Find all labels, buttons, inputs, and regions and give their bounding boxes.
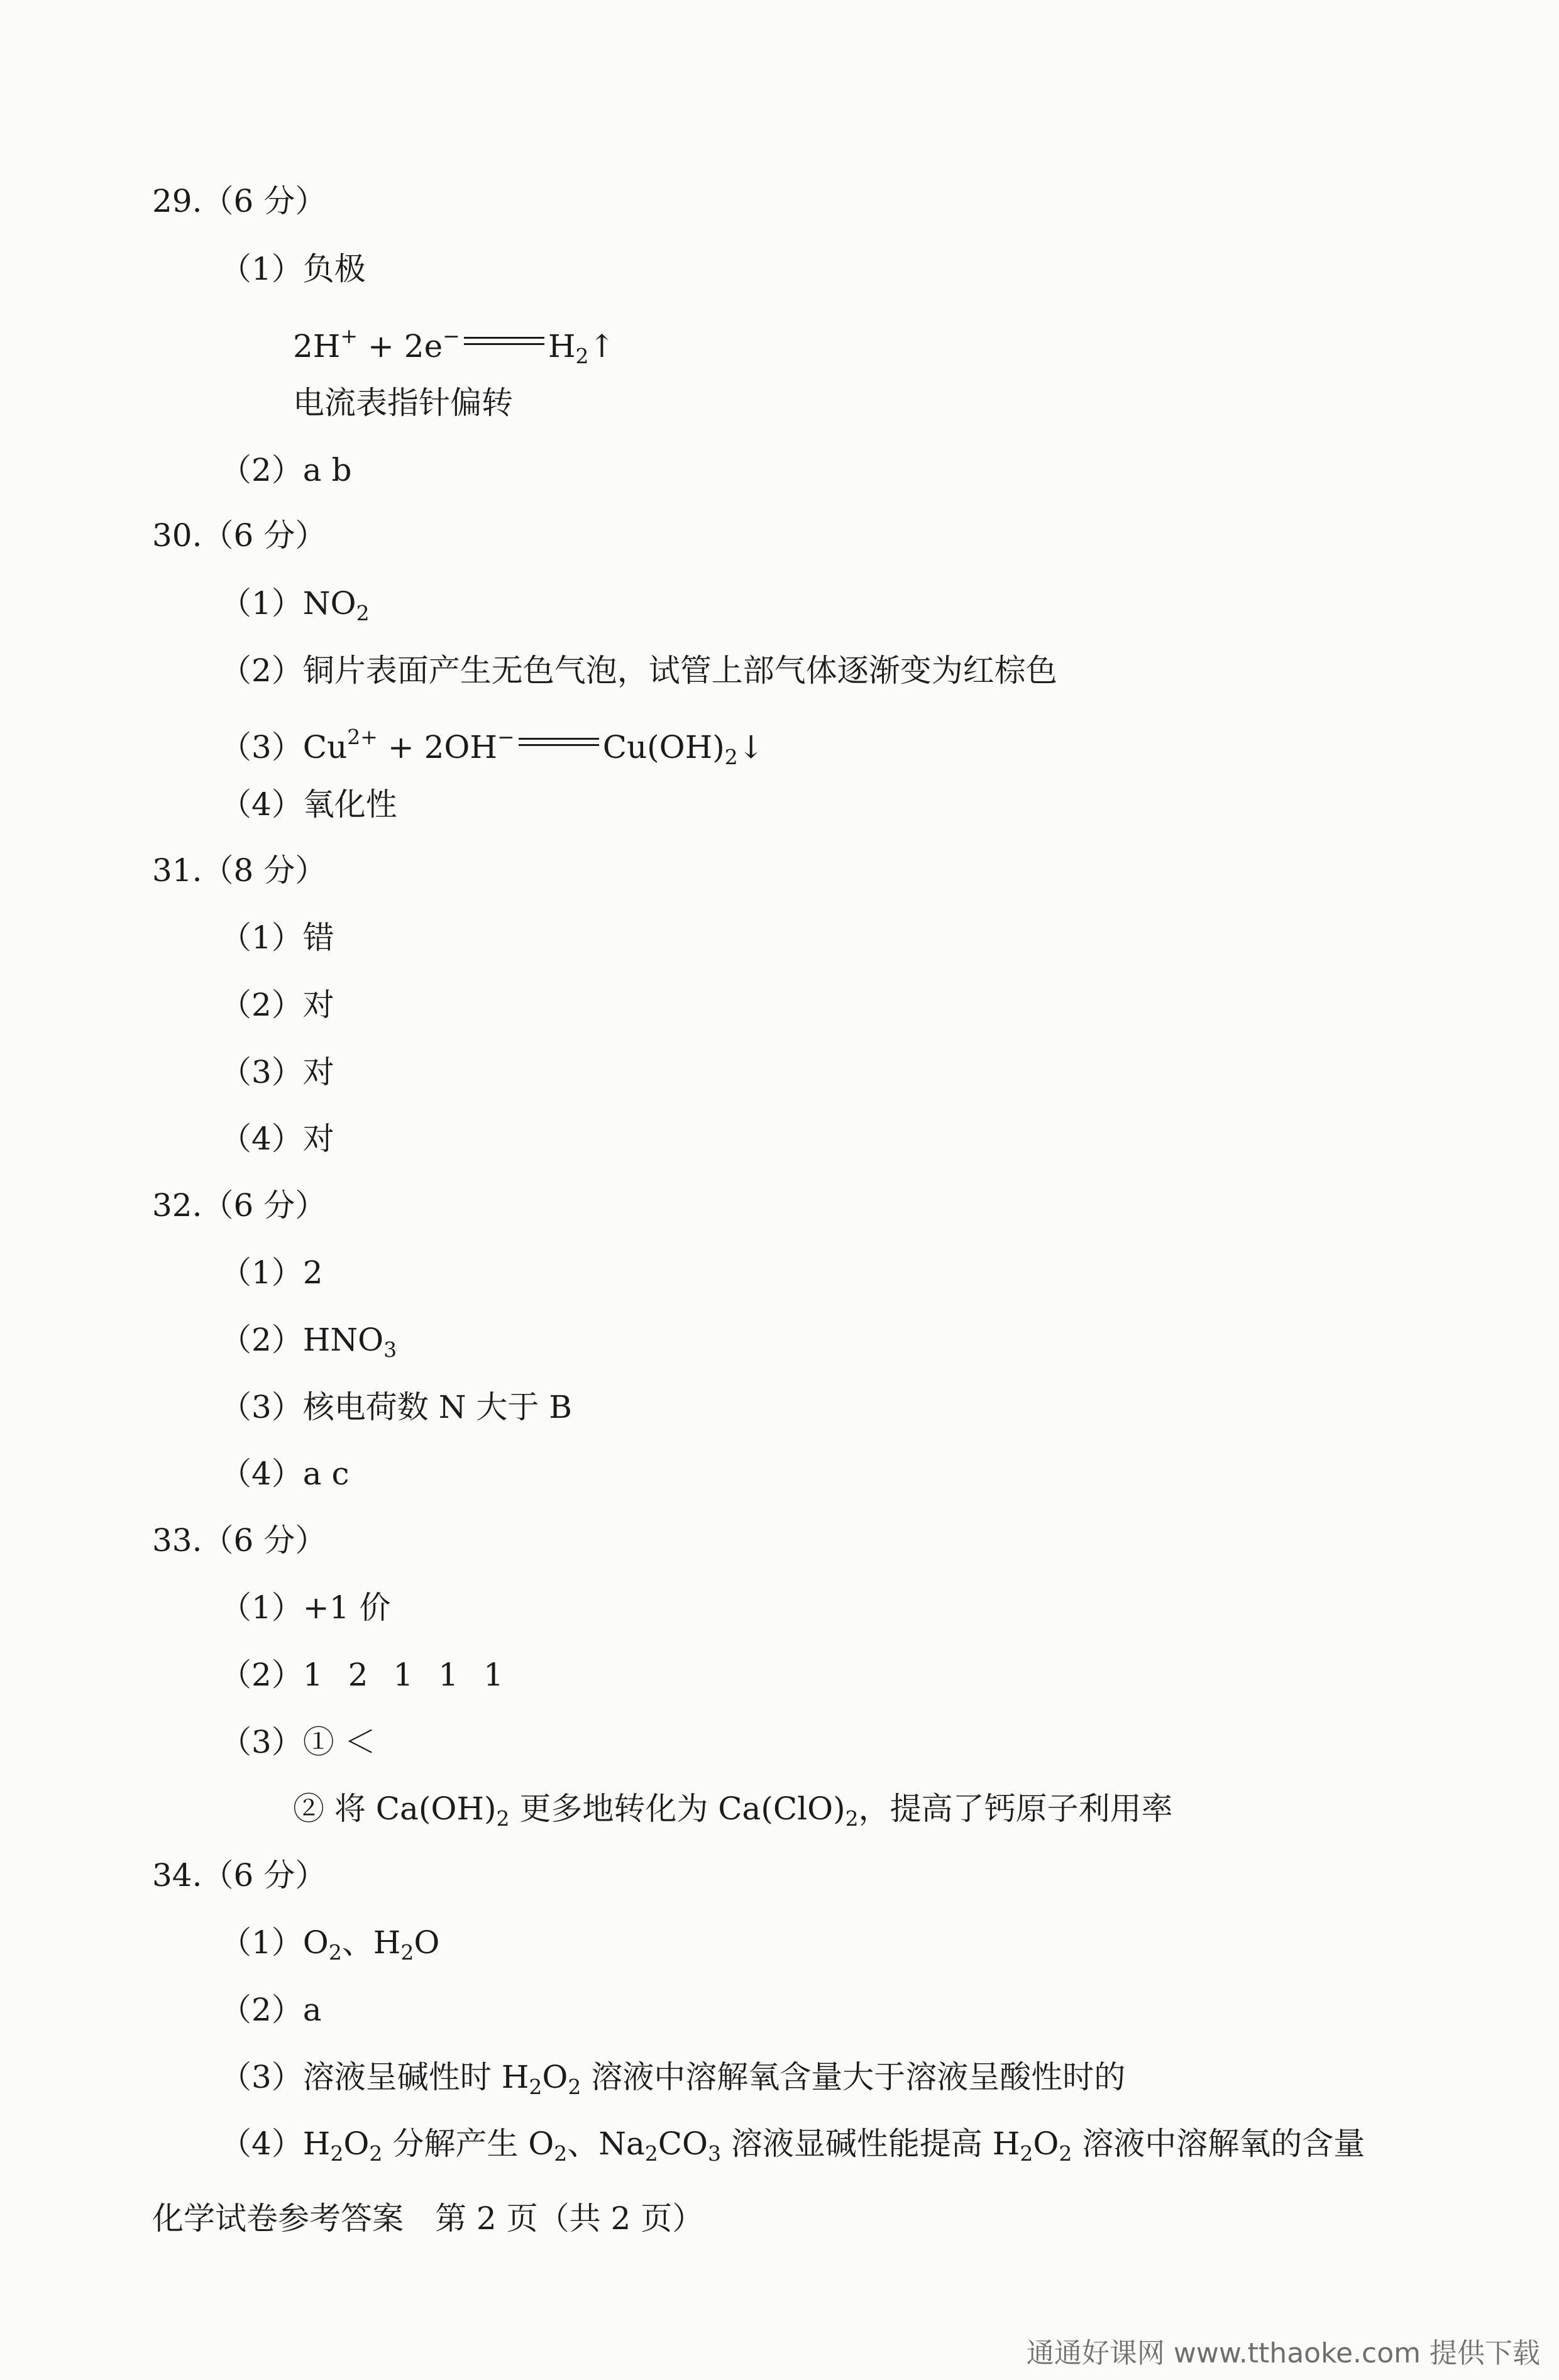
equals-sign-icon	[464, 332, 544, 351]
q33-part2: （2）1 2 1 1 1	[220, 1657, 504, 1693]
q30-part2: （2）铜片表面产生无色气泡，试管上部气体逐渐变为红棕色	[220, 652, 1057, 689]
q31-part3: （3）对	[220, 1054, 334, 1090]
q33-heading: 33.（6 分）	[152, 1522, 327, 1559]
q33-part1: （1）+1 价	[220, 1589, 391, 1626]
q34-part2: （2）a	[220, 1992, 322, 2028]
arrow-down-icon: ↓	[737, 729, 764, 765]
q33-part3-sub2: ② 将 $Ca(OH)_2$ 更多地转化为 $Ca(ClO)_2$，提高了钙原子利用率	[293, 1790, 1173, 1831]
q34-heading: 34.（6 分）	[152, 1857, 327, 1894]
page-footer: 化学试卷参考答案 第 2 页（共 2 页）	[152, 2200, 704, 2237]
q32-part3: （3）核电荷数 N 大于 B	[220, 1389, 572, 1425]
equals-sign-icon	[519, 733, 599, 752]
q29-heading: 29.（6 分）	[152, 183, 327, 219]
q32-heading: 32.（6 分）	[152, 1187, 327, 1224]
q31-heading: 31.（8 分）	[152, 852, 327, 889]
q34-part1: $(1)O_2$、$H_2O$	[220, 1924, 440, 1965]
q32-part4: （4）a c	[220, 1456, 350, 1492]
q30-heading: 30.（6 分）	[152, 517, 327, 554]
q34-part4: $(4)H_2O_2$ 分解产生 $O_2$、$Na_2CO_3$ 溶液显碱性能提高 $H_2O_2$ 溶液中溶解氧的含量	[220, 2125, 1365, 2166]
q30-part1: $(1)NO_2$	[220, 585, 370, 625]
q29-part2: （2）a b	[220, 452, 352, 488]
q34-part3: （3）溶液呈碱性时 $H_2O_2$ 溶液中溶解氧含量大于溶液呈酸性时的	[220, 2059, 1126, 2099]
q29-part1: （1）负极	[220, 251, 366, 287]
q30-part3: $(3)Cu^{2+} + 2OH^-$ $Cu(OH)_2↓$	[220, 725, 764, 769]
q29-equation: 2H+ + 2e− $H_2↑$	[293, 324, 615, 368]
q29-part1-conclusion: 电流表指针偏转	[293, 385, 513, 421]
q32-part2: $(2)HNO_3$	[220, 1322, 397, 1362]
q33-part3: （3）① ＜	[220, 1724, 376, 1760]
arrow-up-icon: ↑	[588, 328, 615, 365]
q32-part1: （1）2	[220, 1254, 323, 1291]
q31-part2: （2）对	[220, 987, 334, 1023]
q31-part1: （1）错	[220, 919, 334, 956]
watermark: 通通好课网 www.tthaoke.com 提供下载	[1026, 2337, 1540, 2369]
q30-part4: （4）氧化性	[220, 786, 397, 823]
q31-part4: （4）对	[220, 1121, 334, 1157]
